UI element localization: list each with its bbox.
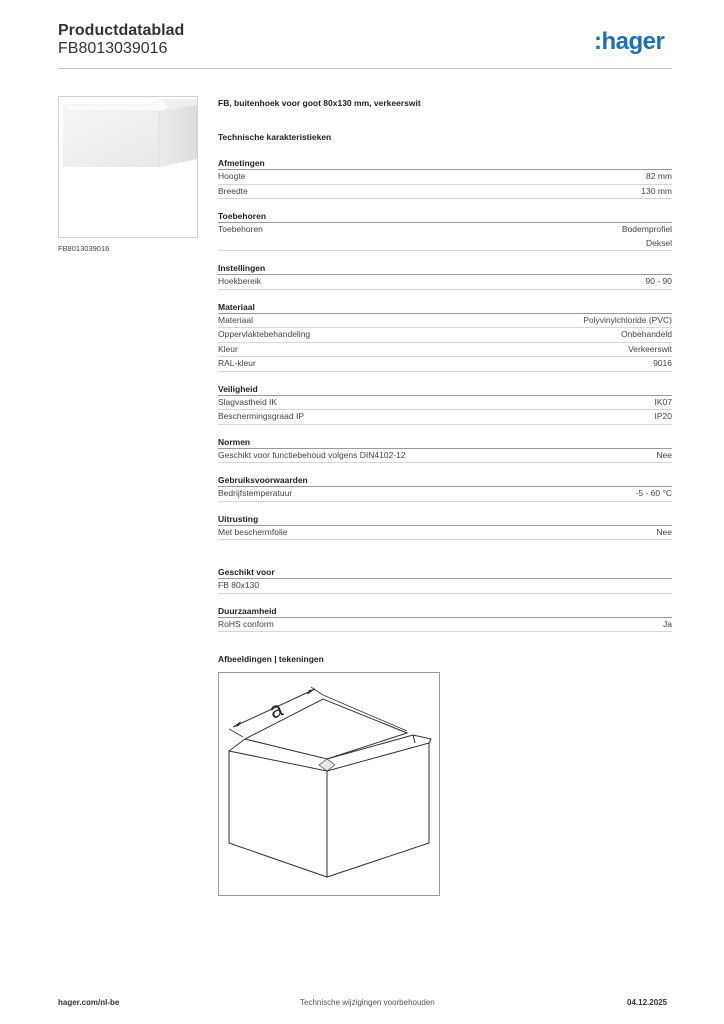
images-heading: Afbeeldingen | tekeningen: [218, 654, 324, 664]
header-divider: [58, 68, 672, 69]
corner-drawing: [219, 673, 439, 895]
spec-label: Beschermingsgraad IP: [218, 411, 304, 421]
section-veiligheid: [218, 383, 672, 425]
spec-row: [218, 223, 672, 251]
spec-row: [218, 487, 672, 502]
spec-label: RAL-kleur: [218, 358, 256, 368]
product-description: FB, buitenhoek voor goot 80x130 mm, verkeerswit: [218, 98, 421, 108]
spec-row: [218, 185, 672, 200]
product-photo: [58, 96, 198, 238]
spec-content: [218, 96, 672, 666]
product-photo-image: [59, 97, 197, 237]
section-normen: [218, 436, 672, 464]
spec-row: [218, 357, 672, 372]
product-code: FB8013039016: [58, 40, 168, 57]
spec-value-line: Deksel: [646, 237, 672, 248]
spec-value: Verkeerswit: [628, 343, 672, 354]
section-duurzaamheid: [218, 605, 672, 633]
section-title: Toebehoren: [218, 210, 672, 223]
photo-caption: FB8013039016: [58, 244, 110, 253]
spec-label: Bedrijfstemperatuur: [218, 488, 293, 498]
spec-label: RoHS conform: [218, 618, 274, 629]
spec-value: Nee: [656, 526, 672, 537]
spec-value: IK07: [654, 396, 672, 407]
footer-disclaimer: Technische wijzigingen voorbehouden: [300, 998, 435, 1007]
spec-row: [218, 526, 672, 541]
spec-label: Toebehoren: [218, 224, 263, 234]
spec-row: [218, 314, 672, 329]
spec-label: Kleur: [218, 343, 238, 354]
spec-value: -5 - 60 °C: [635, 488, 672, 498]
section-title: Gebruiksvoorwaarden: [218, 474, 672, 487]
section-title: Veiligheid: [218, 383, 672, 396]
spec-value-line: Bodemprofiel: [621, 224, 672, 234]
section-geschikt-voor: [218, 566, 672, 594]
spec-label: Hoekbereik: [218, 276, 261, 286]
section-title: Uitrusting: [218, 513, 672, 526]
spec-label: FB 80x130: [218, 580, 260, 590]
spec-label: Geschikt voor functiebehoud volgens DIN4102-12: [218, 449, 406, 460]
spec-row: [218, 170, 672, 185]
section-title: Materiaal: [218, 301, 672, 314]
spec-row: [218, 343, 672, 358]
spec-value: Nee: [656, 449, 672, 460]
spec-value: IP20: [654, 411, 672, 421]
spec-value: Onbehandeld: [620, 329, 672, 339]
section-instellingen: [218, 262, 672, 290]
spec-value: 82 mm: [646, 171, 672, 181]
section-gebruiksvoorwaarden: [218, 474, 672, 502]
spec-label: Materiaal: [218, 314, 253, 325]
spec-value: Ja: [663, 618, 672, 629]
technical-heading: Technische karakteristieken: [218, 132, 332, 142]
section-materiaal: [218, 301, 672, 372]
spec-value: 130 mm: [641, 185, 672, 196]
spec-row: [218, 396, 672, 411]
spec-label: Met beschermfolie: [218, 526, 288, 537]
section-toebehoren: [218, 210, 672, 251]
section-uitrusting: [218, 513, 672, 541]
section-title: Instellingen: [218, 262, 672, 275]
section-afmetingen: [218, 157, 672, 199]
spec-label: Oppervlaktebehandeling: [218, 329, 311, 339]
spec-row: [218, 579, 672, 594]
spec-value: 9016: [653, 358, 672, 368]
spec-value: 90 - 90: [645, 276, 672, 286]
dimension-label: a: [265, 695, 287, 724]
footer-website[interactable]: hager.com/nl-be: [58, 998, 120, 1007]
spec-value: Polyvinylchloride (PVC): [583, 314, 672, 325]
spec-label: Breedte: [218, 185, 248, 196]
section-title: Normen: [218, 436, 672, 449]
spec-row: [218, 449, 672, 464]
hager-logo: :hager: [594, 28, 665, 55]
section-title: Afmetingen: [218, 157, 672, 170]
technical-drawing: [218, 672, 440, 896]
spec-row: [218, 275, 672, 290]
section-title: Duurzaamheid: [218, 605, 672, 618]
spec-row: [218, 410, 672, 425]
footer-date: 04.12.2025: [627, 998, 668, 1007]
spec-row: [218, 618, 672, 633]
spec-row: [218, 328, 672, 343]
spec-value: [622, 223, 672, 250]
section-title: Geschikt voor: [218, 566, 672, 579]
spec-label: Slagvastheid IK: [218, 396, 278, 407]
page-title: Productdatablad: [58, 22, 185, 39]
spec-label: Hoogte: [218, 171, 246, 181]
